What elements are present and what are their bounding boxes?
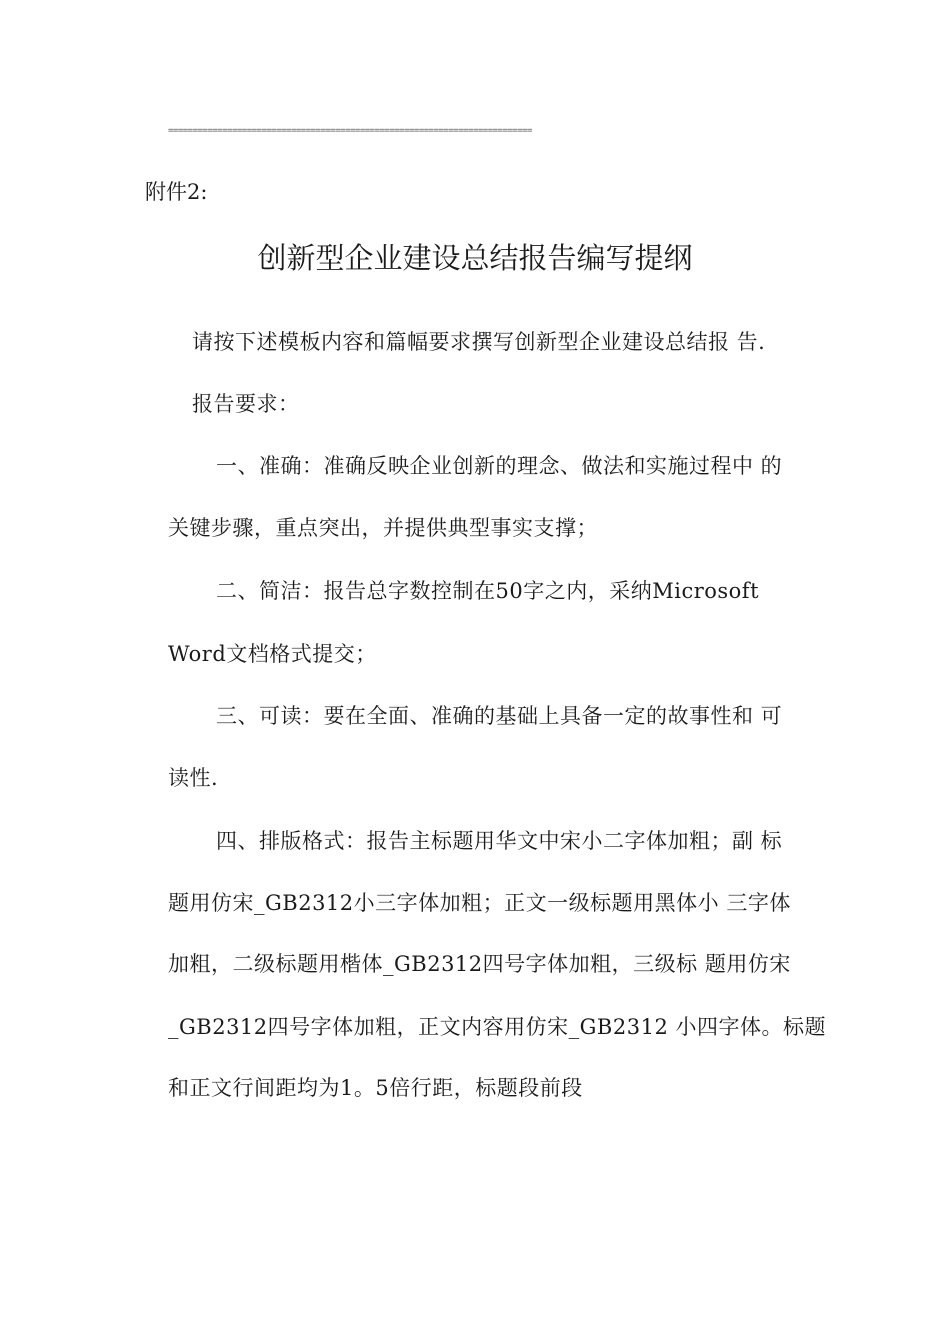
requirement-4-line-2: 题用仿宋_GB2312小三字体加粗；正文一级标题用黑体小 三字体 <box>168 891 791 915</box>
requirements-heading: 报告要求： <box>192 392 300 416</box>
requirement-1-line-1: 一、准确：准确反映企业创新的理念、做法和实施过程中 的 <box>216 454 783 478</box>
requirement-4-line-1: 四、排版格式：报告主标题用华文中宋小二字体加粗；副 标 <box>216 829 783 853</box>
requirement-2-line-2: Word文档格式提交； <box>168 642 377 666</box>
requirement-3-line-2: 读性. <box>168 766 219 790</box>
requirement-2-line-1: 二、简洁：报告总字数控制在50字之内，采纳Microsoft <box>216 579 760 603</box>
attachment-label: 附件2: <box>145 180 208 204</box>
requirement-4-line-5: 和正文行间距均为1。5倍行距，标题段前段 <box>168 1076 583 1100</box>
requirement-4-line-4: _GB2312四号字体加粗，正文内容用仿宋_GB2312 小四字体。标题 <box>168 1015 826 1039</box>
requirement-1-line-2: 关键步骤，重点突出，并提供典型事实支撑； <box>168 516 598 540</box>
intro-paragraph: 请按下述模板内容和篇幅要求撰写创新型企业建设总结报 告. <box>192 330 766 354</box>
requirement-4-line-3: 加粗，二级标题用楷体_GB2312四号字体加粗，三级标 题用仿宋 <box>168 952 791 976</box>
document-title: 创新型企业建设总结报告编写提纲 <box>257 241 693 275</box>
separator-line: ========================================================================== <box>168 126 532 136</box>
requirement-3-line-1: 三、可读：要在全面、准确的基础上具备一定的故事性和 可 <box>216 704 783 728</box>
